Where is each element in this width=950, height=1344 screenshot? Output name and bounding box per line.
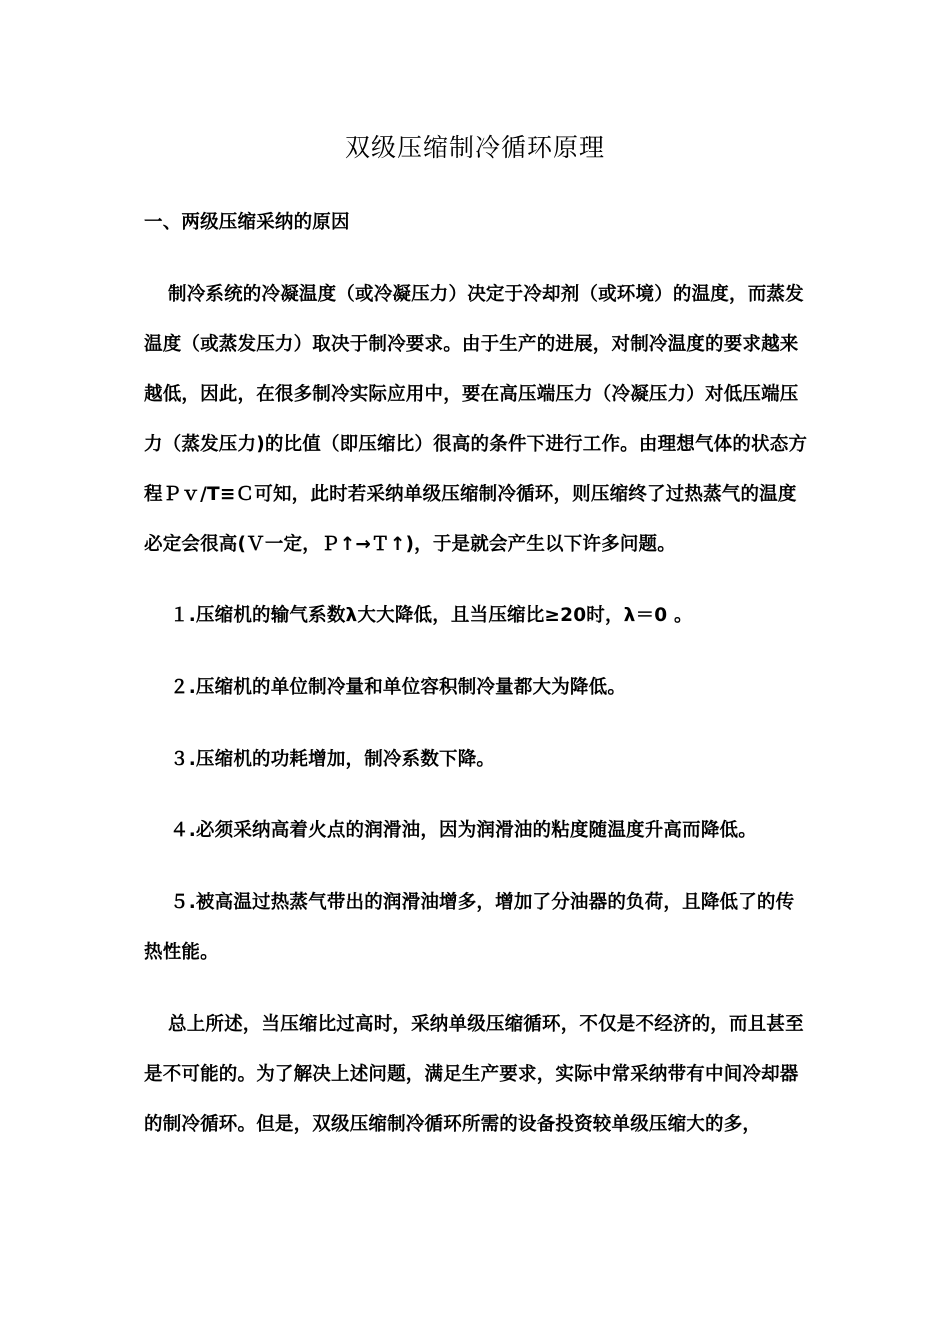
paragraph-intro: 制冷系统的冷凝温度（或冷凝压力）决定于冷却剂（或环境）的温度，而蒸发温度（或蒸发压力）取决于制冷要求。由于生产的进展，对制冷温度的要求越来越低，因此，在很多制冷实际应用中，要在高压端压力（冷凝压力）对低压端压力（蒸发压力)的比值（即压缩比）很高的条件下进行工作。由理想气体的状态方程Ｐｖ/T≡Ｃ可知，此时若采纳单级压缩制冷循环，则压缩终了过热蒸气的温度必定会很高(Ｖ一定，Ｐ↑→Ｔ↑)，于是就会产生以下许多问题。 xyxy=(144,284,808,555)
list-item: １.压缩机的输气系数λ大大降低，且当压缩比≥20时，λ＝0 。 xyxy=(170,605,693,626)
paragraph-summary: 总上所述，当压缩比过高时，采纳单级压缩循环，不仅是不经济的，而且甚至是不可能的。为了解决上述问题，满足生产要求，实际中常采纳带有中间冷却器的制冷循环。但是，双级压缩制冷循环所需的设备投资较单级压缩大的多， xyxy=(144,1014,804,1135)
page-title: 双级压缩制冷循环原理 xyxy=(344,133,605,162)
list-item: ２.压缩机的单位制冷量和单位容积制冷量都大为降低。 xyxy=(170,677,627,698)
section-heading: 一、两级压缩采纳的原因 xyxy=(144,212,350,233)
list-item: ３.压缩机的功耗增加，制冷系数下降。 xyxy=(170,749,496,770)
list-item: ４.必须采纳高着火点的润滑油，因为润滑油的粘度随温度升高而降低。 xyxy=(170,820,757,841)
list-item: ５.被高温过热蒸气带出的润滑油增多，增加了分油器的负荷，且降低了的传热性能。 xyxy=(144,892,795,963)
